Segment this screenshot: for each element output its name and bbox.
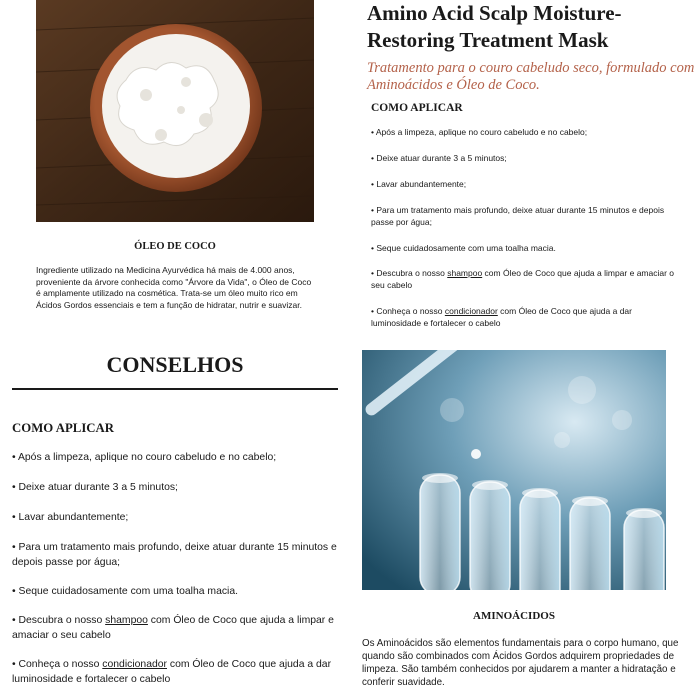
- left-step-2: • Deixe atuar durante 3 a 5 minutos;: [12, 482, 178, 493]
- step-text: com Óleo de Coco que ajuda a limpar e amaciar o seu cabelo: [371, 268, 675, 290]
- step-text: • Descubra o nosso: [371, 268, 448, 278]
- tips-title: CONSELHOS: [106, 352, 244, 377]
- left-step-shampoo: [12, 613, 337, 643]
- product-subtitle: Tratamento para o couro cabeludo seco, formulado com Aminoácidos e Óleo de Coco.: [367, 60, 695, 93]
- right-step-3: • Lavar abundantemente;: [371, 179, 467, 189]
- right-step-2: • Deixe atuar durante 3 a 5 minutos;: [371, 153, 507, 163]
- amino-section-title: AMINOÁCIDOS: [473, 610, 555, 622]
- step-text: com Óleo de Coco que ajuda a dar luminosidade e fortalecer o cabelo: [371, 306, 632, 328]
- product-title: Amino Acid Scalp Moisture-Restoring Treatment Mask: [367, 1, 622, 52]
- right-step-4: • Para um tratamento mais profundo, deixe atuar durante 15 minutos e depois passe por água;: [371, 205, 665, 227]
- step-text: • Descubra o nosso: [12, 615, 106, 626]
- shampoo-link[interactable]: shampoo: [105, 615, 148, 626]
- step-text: • Conheça o nosso: [12, 659, 103, 670]
- step-text: com Óleo de Coco que ajuda a limpar e amaciar o seu cabelo: [12, 615, 334, 641]
- step-text: • Conheça o nosso: [371, 306, 445, 316]
- left-step-5: • Seque cuidadosamente com uma toalha macia.: [12, 586, 239, 597]
- how-to-apply-title-left: COMO APLICAR: [12, 421, 115, 435]
- left-step-4: • Para um tratamento mais profundo, deixe atuar durante 15 minutos e depois passe por água;: [12, 542, 337, 568]
- amino-description: Os Aminoácidos são elementos fundamentais para o corpo humano, que quando são combinados com Ácidos Gordos adquirem propriedades de limpeza. São também conhecidos por ajudarem a manter a hidratação e conferir suavidade.: [362, 638, 679, 688]
- conditioner-link[interactable]: condicionador: [102, 659, 167, 670]
- right-step-5: • Seque cuidadosamente com uma toalha macia.: [371, 243, 556, 253]
- left-step-3: • Lavar abundantemente;: [12, 512, 129, 523]
- tips-divider: [12, 388, 338, 390]
- conditioner-link[interactable]: condicionador: [444, 306, 498, 316]
- left-step-1: • Após a limpeza, aplique no couro cabeludo e no cabelo;: [12, 452, 277, 463]
- shampoo-link[interactable]: shampoo: [447, 268, 483, 278]
- coconut-oil-photo: [36, 0, 314, 222]
- right-step-1: • Após a limpeza, aplique no couro cabeludo e no cabelo;: [371, 127, 588, 137]
- lab-test-tubes-photo: [362, 350, 666, 590]
- step-text: com Óleo de Coco que ajuda a dar luminosidade e fortalecer o cabelo: [12, 659, 332, 685]
- coconut-section-title: ÓLEO DE COCO: [134, 241, 216, 252]
- left-step-conditioner: [12, 657, 337, 687]
- coconut-description: Ingrediente utilizado na Medicina Ayurvédica há mais de 4.000 anos, proveniente da árvore conhecida como "Árvore da Vida", o Óleo de Coco é amplamente utilizado na cosmética. Trata-se um óleo muito rico em Ácidos Gordos essenciais e tem a função de hidratar, nutrir e suavizar.: [36, 265, 312, 310]
- how-to-apply-title-right: COMO APLICAR: [371, 102, 463, 114]
- right-step-shampoo: [371, 268, 681, 291]
- right-step-conditioner: [371, 306, 681, 329]
